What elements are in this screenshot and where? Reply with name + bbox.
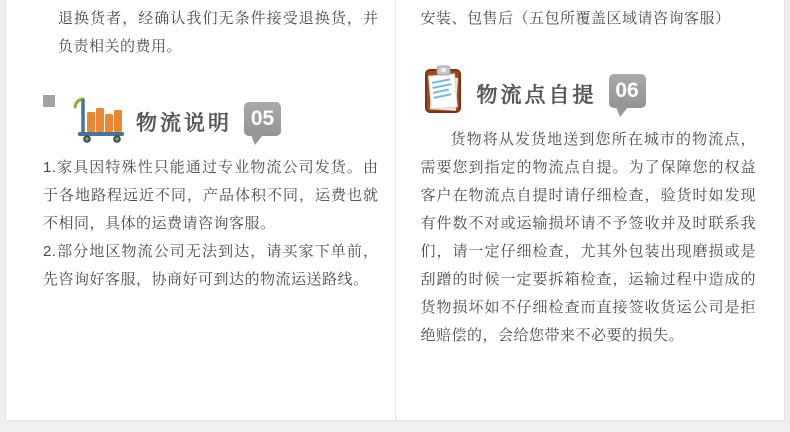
section-number-badge-06: 06 [609,74,646,108]
shipping-section-header [43,93,379,143]
pickup-paragraph: 货物将从发货地送到您所在城市的物流点，需要您到指定的物流点自提。为了保障您的权益客户在物流点自提时请仔细检查，验货时如发现有件数不对或运输损坏请不予签收并及时联系我们，请一定仔细检查，尤其外包装出现磨损或是刮蹭的时候一定要拆箱检查，运输过程中造成的货物损坏如不仔细检查而直接签收货运公司是拒绝赔偿的，会给您带来不必要的损失。 [420,131,756,344]
pickup-section-title: 物流点自提 [476,84,597,107]
return-policy-text: 退换货者，经确认我们无条件接受退换货，并负责相关的费用。 [58,10,379,55]
after-sales-text: 安装、包售后（五包所覆盖区域请咨询客服） [420,10,731,27]
pickup-info-column [396,0,785,420]
shipping-paragraph-1: 1.家具因特殊性只能通过专业物流公司发货。由于各地路程远近不同，产品体积不同，运费也就不相同，具体的运费请咨询客服。 [43,159,379,232]
shipping-paragraph-2: 2.部分地区物流公司无法到达，请买家下单前，先咨询好客服，协商好可到达的物流运送路线。 [43,243,379,288]
shipping-info-column [6,0,395,420]
logistics-info-card [5,0,785,421]
gray-square-decoration [43,95,55,107]
pickup-section-header [421,65,757,115]
clipboard-icon [421,65,467,115]
shipping-section-title: 物流说明 [136,112,232,135]
section-number-badge-05: 05 [244,102,281,136]
trolley-cart-icon [70,95,126,143]
